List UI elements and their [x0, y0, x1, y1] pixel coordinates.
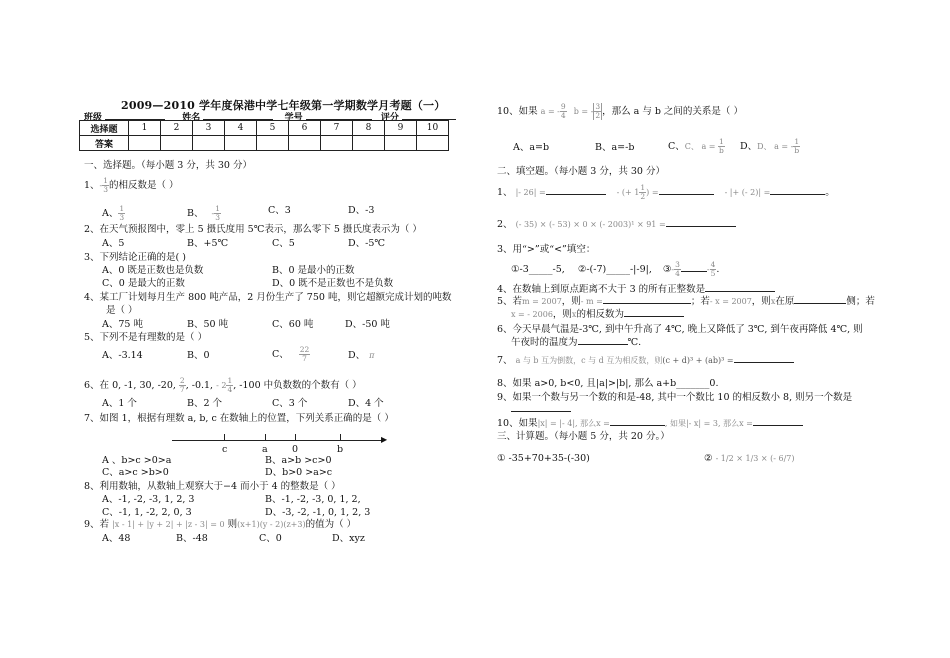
option[interactable]: B、2 个: [187, 398, 223, 409]
answer-cell[interactable]: [289, 136, 321, 151]
col-header: 10: [417, 121, 449, 136]
fill-3: 3、用“>”或“<”填空：: [497, 244, 596, 255]
question-6: 6、在 0, -1, 30, -20, $\frac{2}{7}$ , -0.1, - 2 $\frac{1}{4}$ , -100 中负数数的个数有（ ）: [84, 376, 362, 394]
option[interactable]: C、5: [272, 238, 295, 249]
tick: [224, 434, 225, 440]
option[interactable]: D、-50 吨: [345, 319, 390, 330]
col-header: 1: [129, 121, 161, 136]
answer-cell[interactable]: [161, 136, 193, 151]
score-field-label: 评分: [380, 113, 399, 123]
option[interactable]: D、-3: [348, 205, 375, 216]
option[interactable]: C、0 是最大的正数: [102, 278, 185, 289]
option[interactable]: A、48: [102, 533, 131, 544]
answer-table: [79, 120, 449, 151]
question-1: 1、- $\frac{1}{3}$ 的相反数是（ ）: [84, 176, 179, 194]
answer-cell[interactable]: [225, 136, 257, 151]
label-0: 0: [292, 444, 299, 455]
fill-5-cont: x = - 2006，则x的相反数为: [511, 309, 684, 321]
option[interactable]: D、4 个: [348, 398, 384, 409]
question-8: 8、利用数轴，从数轴上观察大于−4 而小于 4 的整数是（ ）: [84, 481, 341, 492]
option[interactable]: D、0 既不是正数也不是负数: [272, 278, 394, 289]
option[interactable]: B、 - $\frac{1}{3}$: [187, 204, 220, 222]
option[interactable]: A、5: [102, 238, 125, 249]
option[interactable]: D、b>0 >a>c: [265, 467, 333, 478]
fill-9: 9、如果一个数与另一个数的和是-48, 其中一个数比 10 的相反数小 8, 则另一个数是: [497, 392, 853, 403]
col-header: 2: [161, 121, 193, 136]
calc-1: ① -35+70+35-(-30): [497, 453, 590, 464]
option[interactable]: C、C、 a = $\frac{1}{b}$: [668, 137, 724, 155]
option[interactable]: C、a>c >b>0: [102, 467, 169, 478]
row-label: 答案: [80, 136, 129, 151]
label-b: b: [337, 444, 344, 455]
row-label: 选择题: [80, 121, 129, 136]
answer-cell[interactable]: [129, 136, 161, 151]
answer-cell[interactable]: [353, 136, 385, 151]
option[interactable]: C、3 个: [272, 398, 308, 409]
col-header: 9: [385, 121, 417, 136]
calc-2: ② - 1/2 × 1/3 × (- 6/7): [704, 453, 795, 464]
option[interactable]: C、60 吨: [272, 319, 314, 330]
table-row: [80, 136, 449, 151]
option[interactable]: D、-5℃: [348, 238, 385, 249]
option[interactable]: C、-1, 1, -2, 2, 0, 3: [102, 507, 192, 518]
col-header: 8: [353, 121, 385, 136]
section-2-heading: 二、填空题。（每小题 3 分，共 30 分）: [497, 166, 665, 177]
option[interactable]: C、3: [268, 205, 291, 216]
id-field-label: 学号: [284, 113, 303, 123]
fill-10: 10、如果|x| = |- 4|, 那么x = , 如果|- x| = 3, 那么x =: [497, 418, 803, 430]
option[interactable]: A、0 既是正数也是负数: [102, 265, 204, 276]
label-c: c: [222, 444, 228, 455]
tick: [295, 434, 296, 440]
fill-6: 6、今天早晨气温是-3℃, 到中午升高了 4℃, 晚上又降低了 3℃, 到午夜再降低 4℃, 则: [497, 324, 863, 335]
class-field-label: 班级: [84, 113, 103, 123]
question-4-cont: 是（ ）: [106, 305, 138, 316]
answer-cell[interactable]: [193, 136, 225, 151]
option[interactable]: A、a=b: [513, 142, 550, 153]
name-field-label: 姓名: [182, 113, 201, 123]
question-5: 5、下列不是有理数的是（ ）: [84, 332, 208, 343]
fraction: $\frac{1}{3}$: [103, 176, 109, 194]
col-header: 5: [257, 121, 289, 136]
option[interactable]: B、50 吨: [187, 319, 229, 330]
answer-cell[interactable]: [257, 136, 289, 151]
col-header: 7: [321, 121, 353, 136]
question-7: 7、如图 1，根据有理数 a, b, c 在数轴上的位置，下列关系正确的是（ ）: [84, 413, 394, 424]
question-10: 10、如果 a = - $\frac{9}{4}$ b = - $\frac{3}{2}$ ，那么 a 与 b 之间的关系是（ ）: [497, 102, 743, 120]
question-2: 2、在天气预报图中，零上 5 摄氏度用 5℃表示，那么零下 5 摄氏度表示为（ ）: [84, 224, 422, 235]
option[interactable]: D、-3, -2, -1, 0, 1, 2, 3: [265, 507, 371, 518]
col-header: 3: [193, 121, 225, 136]
answer-cell[interactable]: [385, 136, 417, 151]
section-1-heading: 一、选择题。（每小题 3 分，共 30 分）: [84, 160, 252, 171]
option[interactable]: D、D、 a = - $\frac{1}{b}$: [740, 137, 800, 155]
number-line: [172, 440, 384, 441]
option[interactable]: A、-1, -2, -3, 1, 2, 3: [102, 494, 195, 505]
option[interactable]: B、0 是最小的正数: [272, 265, 355, 276]
fill-2: 2、 (- 35) × (- 53) × 0 × (- 2003)¹ × 91 =: [497, 219, 736, 231]
section-3-heading: 三、计算题。（每小题 5 分，共 20 分。）: [497, 431, 670, 442]
option[interactable]: A、1 个: [102, 398, 137, 409]
answer-cell[interactable]: [321, 136, 353, 151]
fill-9-blank[interactable]: [511, 404, 571, 416]
option[interactable]: A 、b>c >0>a: [102, 455, 172, 466]
col-header: 4: [225, 121, 257, 136]
option[interactable]: B、+5℃: [187, 238, 229, 249]
option[interactable]: B、-48: [176, 533, 208, 544]
label-a: a: [262, 444, 268, 455]
option[interactable]: C、0: [259, 533, 282, 544]
question-9: 9、若 |x - 1| + |y + 2| + |z - 3| = 0 则(x+1)(y - 2)(z+3)的值为（ ）: [84, 519, 357, 530]
answer-cell[interactable]: [417, 136, 449, 151]
fill-6-cont: 午夜时的温度为 ℃.: [511, 337, 642, 348]
fill-1: 1、 |- 26| = - (+ 1 $\frac{1}{2}$ ) = - |+ (- 2)| = 。: [497, 183, 835, 201]
table-row: [80, 121, 449, 136]
col-header: 6: [289, 121, 321, 136]
option[interactable]: B、0: [187, 350, 210, 361]
option[interactable]: A、 $\frac{1}{3}$: [102, 204, 125, 222]
option[interactable]: B、-1, -2, -3, 0, 1, 2,: [265, 494, 361, 505]
question-4: 4、某工厂计划每月生产 800 吨产品，2 月份生产了 750 吨，则它超额完成计划的吨数: [84, 292, 452, 303]
fill-3-items: ①-3_____-5, ②-(-7)_____-|-9|, ③- $\frac{3}{4}$ - $\frac{4}{5}$ .: [511, 260, 720, 278]
exam-title: 2009—2010 学年度保港中学七年级第一学期数学月考题（一）: [121, 99, 446, 112]
arrow-icon: ▶: [381, 435, 388, 444]
fill-7: 7、 a 与 b 互为倒数，c 与 d 互为相反数，则(c + d)³ + (ab)³ =: [497, 355, 794, 367]
tick: [265, 434, 266, 440]
option[interactable]: A、-3.14: [102, 350, 143, 361]
option[interactable]: D、xyz: [332, 533, 365, 544]
question-3: 3、下列结论正确的是( ): [84, 252, 186, 263]
fill-4: 4、在数轴上到原点距离不大于 3 的所有正整数是: [497, 284, 775, 296]
option[interactable]: C、 $\frac{22}{7}$: [272, 345, 310, 363]
fill-5: 5、若m = 2007，则- m = ；若- x = 2007，则x在原 侧；若: [497, 296, 875, 307]
tick: [340, 434, 341, 440]
option[interactable]: A、75 吨: [102, 319, 143, 330]
option[interactable]: B、a=-b: [595, 142, 635, 153]
fill-8: 8、如果 a>0, b<0, 且|a|>|b|, 那么 a+b_______0.: [497, 378, 719, 389]
option[interactable]: D、 π: [348, 350, 375, 361]
option[interactable]: B、a>b >c>0: [265, 455, 332, 466]
